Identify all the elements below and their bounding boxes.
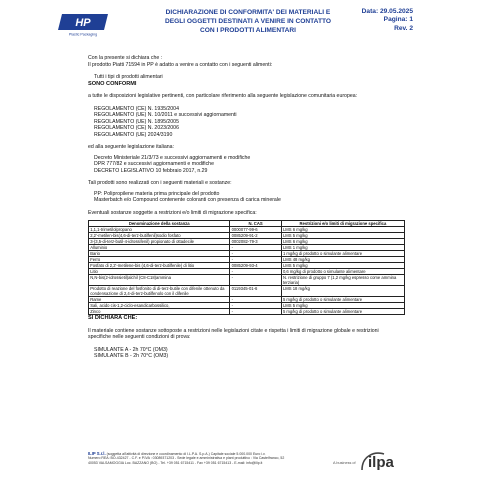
migration-limit: 5 mg/kg di prodotto o simulante alimentare [281, 297, 404, 303]
cas-number: - [230, 269, 281, 275]
footer-line: (soggetta all'attività di direzione e coordinamento di I.L.P.A. S.p.A.) Capitale sociale 5.000.000 Euro i.v. [106, 452, 266, 456]
table-row [89, 286, 405, 297]
column-header-limits: Restrizioni e/o limiti di migrazione specifica [281, 221, 404, 227]
migration-limit: LMS 5 mg/kg [281, 263, 404, 269]
conformity-text: a tutte le disposizioni legislative pertinenti, con particolare riferimento alla seguente legislazione comunitaria europea: [88, 93, 358, 99]
migration-limit: LMS 6 mg/kg [281, 239, 404, 245]
migration-limit: 1 mg/kg di prodotto o simulante alimentare [281, 251, 404, 257]
migration-limit: LMS 48 mg/kg [281, 257, 404, 263]
eu-regulation-item: REGOLAMENTO (UE) 2024/3190 [94, 131, 173, 138]
substance-name: Zinco [89, 309, 230, 315]
svg-text:Plastic Packaging: Plastic Packaging [68, 32, 98, 37]
cas-number: - [230, 251, 281, 257]
document-footer [88, 452, 318, 465]
material-item: PP: Polipropilene materia prima principale del prodotto [94, 190, 220, 197]
migration-limit: LMS 5 mg/kg [281, 233, 404, 239]
document-meta [362, 8, 413, 33]
simulant-item: SIMULANTE B - 2h 70°C (OM3) [94, 353, 169, 359]
document-date: Data: 29.05.2025 [361, 8, 413, 15]
column-header-substance: Denominazione della sostanza [89, 221, 230, 227]
eu-regulation-item: REGOLAMENTO (CE) N. 1935/2004 [94, 105, 179, 112]
substance-name: N,N-bis(2-idrossietil)alchil (C8-C18)ammina [89, 275, 230, 286]
footer-brand: ILIP S.r.l. [88, 451, 106, 456]
table-row [89, 309, 405, 315]
simulant-item: SIMULANTE A - 2h 70°C (OM3) [94, 346, 168, 353]
document-revision: Rev. 2 [394, 24, 413, 32]
food-types: Tutti i tipi di prodotti alimentari [94, 74, 163, 80]
svg-text:HP: HP [75, 17, 91, 29]
cas-number: 0000077-99-6 [230, 227, 281, 233]
document-title-line: DICHIARAZIONE DI CONFORMITA' DEI MATERIALI E [165, 9, 331, 16]
document-page-number: Pagina: 1 [383, 16, 413, 24]
cas-number: - [230, 275, 281, 286]
substance-name: Rame [89, 297, 230, 303]
substance-name: Fosfato di 2,2'-metilene-bis (4,6-di-terz-butilfenile) di litio [89, 263, 230, 269]
material-item: Masterbatch e/o Compound contenente coloranti con presenza di carica minerale [94, 197, 281, 203]
document-body [88, 55, 397, 360]
product-statement: Il prodotto Piatti 71594 in PP è adatto a venire a contatto con i seguenti alimenti: [88, 61, 273, 68]
substance-name: Litio [89, 269, 230, 275]
eu-regulation-item: REGOLAMENTO (CE) N. 2023/2006 [94, 125, 179, 131]
migration-limit: LMS 6 mg/kg [281, 227, 404, 233]
migration-limit: LMS 18 mg/kg [281, 286, 404, 297]
substance-name: Sali, acido cis-1,2-ciclo-esandicarbossilico, [89, 303, 230, 309]
substance-name: 1,1,1-trimetilolpropano [89, 227, 230, 233]
substance-name: Bario [89, 251, 230, 257]
section-heading-conformi: SONO CONFORMI [88, 80, 137, 87]
cas-number: - [230, 257, 281, 263]
migration-limit: N. restrizione di gruppo 7 (1,2 mg/kg espresso come ammina terziaria) [281, 275, 404, 286]
substance-name: Alluminio [89, 245, 230, 251]
document-title [138, 8, 358, 36]
eu-regulation-item: REGOLAMENTO (UE) N. 1895/2005 [94, 118, 179, 125]
footer-line: Numero REA: BO-432427 - C.F. e P.IVA : 03089371203 - Sede legale e amministrativa e plant produttivo : Via Castelfranco, 52 [88, 456, 285, 461]
document-title-line: DEGLI OGGETTI DESTINATI A VENIRE IN CONTATTO [164, 18, 332, 26]
table-row [89, 275, 405, 286]
migration-limit: 0,6 mg/kg di prodotto o simulante alimentare [281, 269, 404, 275]
document-title-line: CON I PRODOTTI ALIMENTARI [200, 27, 296, 35]
svg-text:ilpa: ilpa [368, 454, 394, 471]
declaration-text: Il materiale contiene sostanze sottoposte a restrizioni nelle legislazioni citate e rispetta i limiti di migrazione globale e restrizioni specifiche nelle seguenti condizioni di prova: [88, 327, 379, 340]
cas-number: 0002082-79-3 [230, 239, 281, 245]
eu-regulation-item: REGOLAMENTO (UE) N. 10/2011 e successivi aggiornamenti [94, 112, 237, 118]
cas-number: - [230, 245, 281, 251]
section-heading-dichiara: SI DICHIARA CHE: [88, 315, 138, 321]
intro-line: Con la presente si dichiara che : [88, 55, 163, 61]
substance-name: Ferro [89, 257, 230, 263]
cas-number: 0085209-93-4 [230, 263, 281, 269]
cas-number: - [230, 309, 281, 315]
cas-number: - [230, 303, 281, 309]
migration-limit: 5 mg/kg di prodotto o simulante alimentare [281, 309, 404, 315]
substance-name: 3-(3,5-di-terz-butil-4-idrossifenil) propionato di ottadecile [89, 239, 230, 245]
document-header [0, 0, 480, 44]
it-regulation-item: DPR 777/82 e successivi aggiornamenti e modifiche [94, 161, 214, 167]
materials-list [94, 191, 394, 204]
substance-name: Prodotto di reazione del fosfonito di di-terz-butile con difenile ottenuto da condensazione di 2,4-di-terz-butilfenolo con il difenile [89, 286, 230, 297]
migration-limit: LMS 1 mg/kg [281, 245, 404, 251]
substances-table [88, 220, 405, 315]
substance-name: 2,2'-metilen-bis(4,6-di-terz-butilfenil)sodio fosfato [89, 233, 230, 239]
eu-regulation-list [94, 106, 394, 139]
footer-line: 40053 VALSAMOGGIA Loc. BAZZANO (BO) - Tel. +39 051 6715411 - Fax +39 051 6715413 - E-mail: info@ilip.it [88, 460, 263, 465]
it-regulation-item: Decreto Ministeriale 21/3/73 e successivi aggiornamenti e modifiche [94, 154, 251, 161]
cas-number: 0085209-91-2 [230, 233, 281, 239]
simulant-list [94, 347, 394, 360]
it-regulation-list [94, 155, 394, 175]
italian-legislation-intro: ed alla seguente legislazione italiana: [88, 144, 174, 150]
group-caption: A business of [333, 461, 356, 465]
it-regulation-item: DECRETO LEGISLATIVO 10 febbraio 2017, n.29 [94, 167, 208, 174]
company-logo [56, 10, 112, 37]
column-header-cas: N. CAS [230, 221, 281, 227]
materials-intro: Tali prodotti sono realizzati con i seguenti materiali e sostanze: [88, 180, 232, 186]
migration-limit: LMS 5 mg/kg [281, 303, 404, 309]
substances-intro: Eventuali sostanze soggette a restrizioni e/o limiti di migrazione specifica: [88, 209, 257, 216]
group-logo [332, 448, 412, 472]
cas-number: - [230, 297, 281, 303]
cas-number: 0119345-01-6 [230, 286, 281, 297]
